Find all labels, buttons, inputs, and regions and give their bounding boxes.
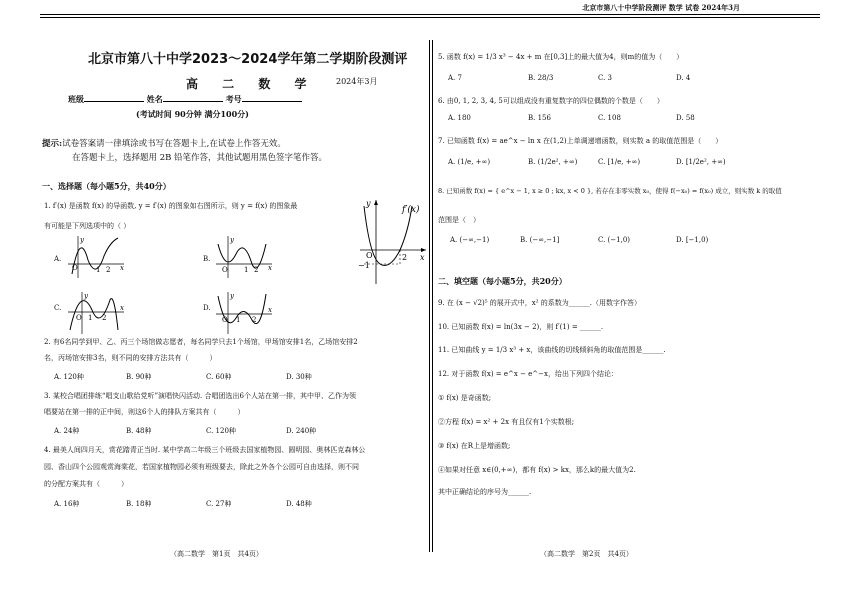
- q2-line-1: 2. 有6名同学到甲、乙、丙三个场馆做志愿者，每名同学只去1个场馆，甲场馆安排1名，乙场馆安排2: [44, 338, 358, 346]
- option-b-graph: [214, 234, 274, 280]
- q8-option-a[interactable]: A. (−∞,−1): [450, 236, 490, 244]
- q5-option-d[interactable]: D. 4: [676, 74, 691, 82]
- q2-option-d[interactable]: D. 30种: [286, 373, 312, 381]
- q7-option-a[interactable]: A. (1/e, +∞): [448, 158, 491, 166]
- q4-option-c[interactable]: C. 27种: [206, 500, 232, 508]
- q12-statement-4: ④如果对任意 x∈(0,+∞)，都有 f(x) > kx，那么k的最大值为2.: [438, 466, 636, 474]
- derivative-graph: [356, 198, 428, 286]
- q3-option-a[interactable]: A. 24种: [54, 427, 80, 435]
- q5-option-a[interactable]: A. 7: [448, 74, 462, 82]
- option-d-graph: [214, 290, 274, 336]
- class-field[interactable]: [84, 101, 144, 102]
- q1-line-1: 1. f′(x) 是函数 f(x) 的导函数, y = f′(x) 的图象如右图所示，则 y = f(x) 的图象最: [44, 202, 298, 210]
- q4-line-2: 园、香山四个公园观赏海棠花，若国家植物园必须有班级要去，除此之外各个公园可自由选择，则不同: [44, 463, 359, 471]
- q4-line-3: 的分配方案共有（ ）: [44, 480, 128, 488]
- svg-text:O: O: [222, 316, 228, 324]
- q2-option-b[interactable]: B. 90种: [126, 373, 152, 381]
- graph-x-label: x: [420, 253, 425, 262]
- q3-option-c[interactable]: C. 120种: [206, 427, 236, 435]
- q6-option-d[interactable]: D. 58: [676, 114, 695, 122]
- q2-option-c[interactable]: C. 60种: [206, 373, 232, 381]
- exam-date: 2024年3月: [336, 77, 378, 86]
- tip-line-1: 提示:试卷答案请一律填涂或书写在答题卡上,在试卷上作答无效。: [42, 139, 286, 149]
- q8-option-b[interactable]: B. (−∞,−1]: [520, 236, 560, 244]
- q12-statement-2: ②方程 f(x) = x² + 2x 有且仅有1个实数根;: [438, 418, 575, 426]
- q1-option-c[interactable]: C.: [54, 304, 62, 312]
- q7-stem: 7. 已知函数 f(x) = ae^x − ln x 在(1,2)上单调递增函数，则实数 a 的取值范围是（ ）: [438, 137, 723, 145]
- q7-option-b[interactable]: B. (1/2e², +∞): [528, 158, 578, 166]
- svg-text:1: 1: [96, 266, 101, 274]
- q3-line-2: 唱要站在第一排的正中间，则这6个人的排队方案共有（ ）: [44, 408, 245, 416]
- exam-title: 北京市第八十中学2023～2024学年第二学期阶段测评: [88, 52, 408, 67]
- q4-option-a[interactable]: A. 16种: [54, 500, 80, 508]
- svg-text:x: x: [120, 304, 124, 312]
- svg-text:y: y: [230, 236, 234, 244]
- q6-stem: 6. 由0, 1, 2, 3, 4, 5可以组成没有重复数字的四位偶数的个数是（ ）: [438, 97, 664, 105]
- q1-option-b[interactable]: B.: [203, 255, 211, 263]
- q12-statement-1: ① f(x) 是奇函数;: [438, 394, 492, 402]
- q3-option-b[interactable]: B. 48种: [126, 427, 152, 435]
- svg-text:y: y: [80, 236, 84, 244]
- q3-option-d[interactable]: D. 240种: [286, 427, 317, 435]
- graph-origin: O: [366, 251, 373, 260]
- q6-option-a[interactable]: A. 180: [448, 114, 471, 122]
- graph-two: 2: [402, 253, 408, 262]
- q8-stem-2: 范围是（ ）: [438, 216, 480, 224]
- svg-text:1: 1: [244, 266, 249, 274]
- q8-option-c[interactable]: C. (−1,0): [598, 236, 631, 244]
- graph-fprime-label: f′(x): [402, 205, 420, 215]
- graph-minus1: −1: [358, 261, 370, 270]
- q6-option-b[interactable]: B. 156: [528, 114, 551, 122]
- section-choice-title: 一、选择题（每小题5分，共40分）: [42, 181, 171, 191]
- q11-stem: 11. 已知曲线 y = 1/3 x³ + x，该曲线的切线倾斜角的取值范围是______.: [438, 346, 666, 354]
- q12-conclusion: 其中正确结论的序号为______.: [438, 488, 532, 496]
- left-footer: （高二数学 第1页 共4页）: [170, 550, 263, 558]
- name-field[interactable]: [163, 101, 223, 102]
- section-fill-title: 二、填空题（每小题5分，共20分）: [438, 276, 567, 286]
- q8-stem-1: 8. 已知函数 f(x) = { e^x − 1, x ≥ 0 ; kx, x < 0 }, 若存在非零实数 x₀，使得 f(−x₀) = f(x₀) 成立，则实数 k 的取值: [438, 187, 782, 195]
- option-c-graph: [66, 290, 126, 336]
- header-rule: [40, 14, 820, 15]
- q9-stem: 9. 在 (x − √2)⁵ 的展开式中，x² 的系数为______.（用数字作答）: [438, 299, 642, 307]
- svg-text:2: 2: [254, 266, 259, 274]
- svg-text:2: 2: [252, 316, 257, 324]
- column-divider-2: [432, 40, 433, 552]
- q7-option-c[interactable]: C. [1/e, +∞): [598, 158, 641, 166]
- svg-text:x: x: [268, 306, 272, 314]
- option-a-graph: [66, 234, 126, 280]
- exam-time: (考试时间 90分钟 满分100分): [136, 109, 249, 119]
- class-label: 班级: [68, 94, 84, 104]
- q3-line-1: 3. 某校合唱团排练“唱支山歌给党听”演唱快闪活动. 合唱团选出6个人站在第一排，其中甲、乙作为领: [44, 392, 356, 400]
- q1-option-a[interactable]: A.: [54, 255, 62, 263]
- q7-option-d[interactable]: D. [1/2e², +∞): [676, 158, 726, 166]
- q5-option-b[interactable]: B. 28/3: [528, 74, 554, 82]
- q4-option-b[interactable]: B. 18种: [126, 500, 152, 508]
- svg-text:O: O: [222, 266, 228, 274]
- svg-text:1: 1: [236, 316, 241, 324]
- q5-option-c[interactable]: C. 3: [598, 74, 613, 82]
- student-info-line: [68, 94, 302, 105]
- q2-line-2: 名，丙场馆安排3名，则不同的安排方法共有（ ）: [44, 354, 217, 362]
- q1-line-2: 有可能是下列选项中的（ ）: [44, 222, 131, 230]
- svg-text:O: O: [76, 314, 82, 322]
- svg-text:2: 2: [106, 266, 111, 274]
- q12-stem: 12. 对于函数 f(x) = e^x − e^−x，给出下列四个结论：: [438, 370, 618, 378]
- svg-text:1: 1: [88, 314, 93, 322]
- number-label: 考号: [225, 94, 242, 104]
- number-field[interactable]: [242, 101, 302, 102]
- name-label: 姓名: [146, 94, 163, 104]
- q4-option-d[interactable]: D. 48种: [286, 500, 312, 508]
- exam-subtitle: 高 二 数 学: [186, 77, 317, 91]
- graph-y-label: y: [366, 199, 371, 208]
- q4-line-1: 4. 最美人间四月天，赏花踏青正当时. 某中学高二年级三个班级去国家植物园、圆明园、奥林匹克森林公: [44, 446, 366, 454]
- q2-option-a[interactable]: A. 120种: [54, 373, 84, 381]
- svg-text:y: y: [230, 292, 234, 300]
- svg-text:y: y: [84, 292, 88, 300]
- q8-option-d[interactable]: D. [−1,0): [676, 236, 709, 244]
- q1-option-d[interactable]: D.: [203, 304, 211, 312]
- q5-stem: 5. 函数 f(x) = 1/3 x³ − 4x + m 在[0,3]上的最大值为4，则m的值为（ ）: [438, 53, 684, 61]
- column-divider: [429, 40, 430, 552]
- svg-text:x: x: [120, 264, 124, 272]
- q6-option-c[interactable]: C. 108: [598, 114, 621, 122]
- q10-stem: 10. 已知函数 f(x) = ln(3x − 2)，则 f′(1) = ______.: [438, 323, 604, 331]
- header-rule-2: [40, 17, 820, 18]
- svg-text:O: O: [72, 264, 78, 272]
- tip-line-2: 在答题卡上，选择题用 2B 铅笔作答，其他试题用黑色签字笔作答。: [72, 153, 328, 163]
- q12-statement-3: ③ f(x) 在R上是增函数;: [438, 442, 511, 450]
- svg-text:x: x: [268, 264, 272, 272]
- page-header: 北京市第八十中学阶段测评 数学 试卷 2024年3月: [582, 3, 740, 12]
- right-footer: （高二数学 第2页 共4页）: [540, 550, 633, 558]
- svg-text:2: 2: [102, 314, 107, 322]
